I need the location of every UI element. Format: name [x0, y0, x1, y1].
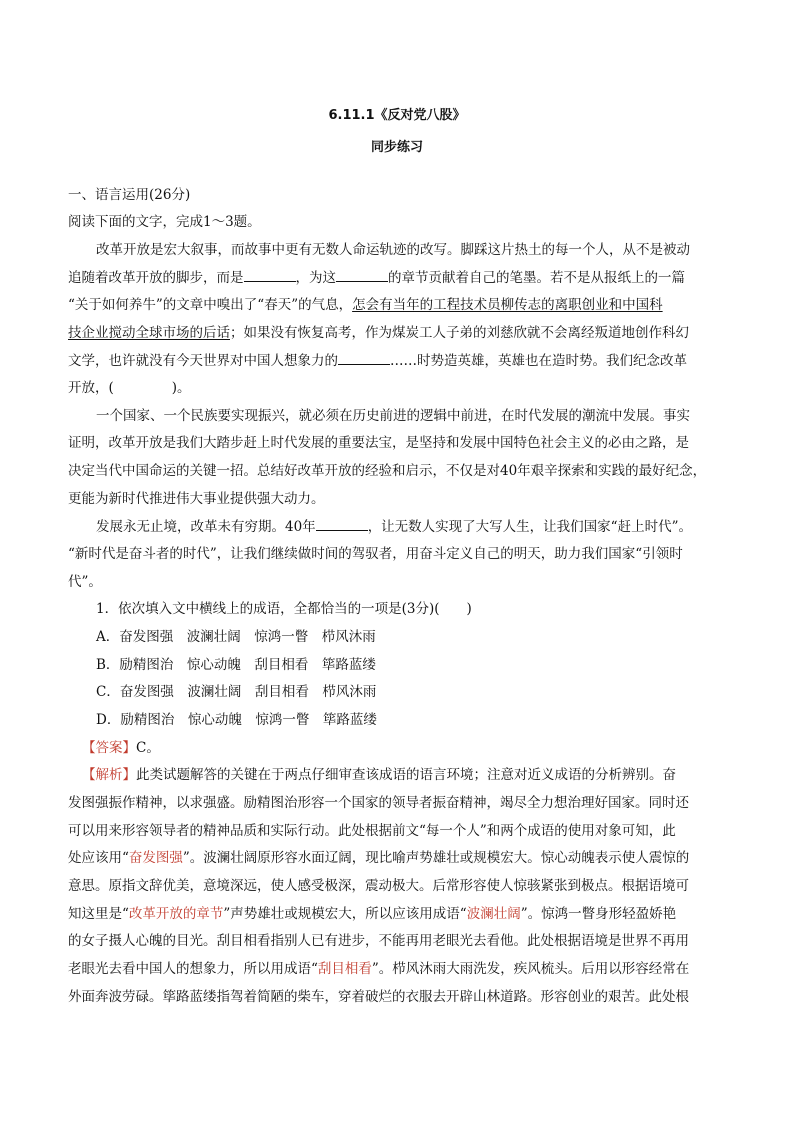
- analysis-line3: 可以用来形容领导者的精神品质和实际行动。此处根据前文“每一个人”和两个成语的使用对象可知，此: [68, 823, 676, 839]
- text-span: 的章节贡献着自己的笔墨。若不是从报纸上的一篇: [388, 270, 685, 286]
- passage-p1-line1: 改革开放是宏大叙事，而故事中更有无数人命运轨迹的改写。脚踩这片热土的每一个人，从不是被动: [96, 242, 690, 258]
- text-span: ，为这: [295, 270, 336, 286]
- passage-p3-line3: 代”。: [68, 574, 102, 590]
- text-span: ”。波澜壮阔原形容水面辽阔，现比喻声势雄壮或规模宏大。惊心动魄表示使人震惊的: [182, 850, 690, 866]
- text-span: ……时势造英雄，英雄也在造时势。我们纪念改革: [390, 353, 687, 369]
- fill-blank: [338, 351, 390, 365]
- text-span: ”。栉风沐雨大雨洗发，疾风梳头。后用以形容经常在: [371, 961, 690, 977]
- analysis-line7: 的女子摄人心魄的目光。刮目相看指别人已有进步，不能再用老眼光去看他。此处根据语境是世界不再用: [68, 933, 689, 949]
- underlined-sentence: 技企业搅动全球市场的后话: [68, 325, 230, 341]
- passage-p2-line1: 一个国家、一个民族要实现振兴，就必须在历史前进的逻辑中前进，在时代发展的潮流中发展。事实: [96, 408, 690, 424]
- highlight-term: 奋发图强: [128, 850, 183, 866]
- passage-p2-line2: 证明，改革开放是我们大踏步赶上时代发展的重要法宝，是坚持和发展中国特色社会主义的必由之路，是: [68, 435, 689, 451]
- passage-p1-line5: [68, 351, 728, 370]
- section-heading: 一、语言运用(26分): [68, 187, 191, 203]
- highlight-term: 波澜壮阔: [466, 906, 521, 922]
- highlight-term: 刮目相看: [317, 961, 372, 977]
- answer-label: 【答案】: [82, 740, 136, 756]
- passage-p1-line3: [68, 296, 728, 314]
- analysis-line5: 意思。原指文辞优美，意境深远，使人感受极深，震动极大。后常形容使人惊骇紧张到极点。根据语境可: [68, 878, 689, 894]
- highlight-term: 改革开放的章节: [128, 906, 224, 922]
- question-1-stem: 1．依次填入文中横线上的成语，全都恰当的一项是(3分)( ): [96, 601, 472, 617]
- passage-p3-line1: [96, 517, 728, 536]
- underlined-sentence: 怎会有当年的工程技术员柳传志的离职创业和中国科: [352, 297, 663, 313]
- fill-blank: [336, 268, 388, 282]
- passage-p2-line4: 更能为新时代推进伟大事业提供强大动力。: [68, 491, 325, 507]
- text-span: 发展永无止境，改革未有穷期。40年: [96, 519, 316, 535]
- text-span: )。: [171, 380, 191, 396]
- analysis-line9: 外面奔波劳碌。筚路蓝缕指驾着简陋的柴车，穿着破烂的衣服去开辟山林道路。形容创业的艰苦。此处根: [68, 989, 689, 1005]
- passage-p1-line6: [68, 379, 728, 397]
- text-span: ”。惊鸿一瞥身形轻盈娇艳: [520, 906, 677, 922]
- option-a: A．奋发图强 波澜壮阔 惊鸿一瞥 栉风沐雨: [96, 629, 376, 645]
- text-span: 文学，也许就没有今天世界对中国人想象力的: [68, 353, 338, 369]
- text-span: 此类试题解答的关键在于两点仔细审查该成语的语言环境；注意对近义成语的分析辨别。奋: [136, 767, 676, 783]
- document-subtitle: 同步练习: [370, 140, 423, 155]
- text-span: 老眼光去看中国人的想象力，所以用成语“: [68, 961, 318, 977]
- option-d: D．励精图治 惊心动魄 惊鸿一瞥 筚路蓝缕: [96, 712, 377, 728]
- text-span: 开放，(: [68, 380, 114, 396]
- passage-p2-line3: 决定当代中国命运的关键一招。总结好改革开放的经验和启示，不仅是对40年艰辛探索和实践的最好纪念，: [68, 463, 707, 479]
- passage-p1-line2: [68, 268, 728, 287]
- fill-blank: [316, 517, 368, 531]
- fill-blank: [244, 268, 296, 282]
- text-span: 追随着改革开放的脚步，而是: [68, 270, 244, 286]
- option-b: B．励精图治 惊心动魄 刮目相看 筚路蓝缕: [96, 657, 376, 673]
- passage-p1-line4: [68, 324, 728, 342]
- analysis-label: 【解析】: [82, 767, 136, 783]
- answer-value: C。: [136, 740, 160, 756]
- analysis-line4: [68, 849, 728, 867]
- analysis-line6: [68, 905, 728, 923]
- text-span: ，让无数人实现了大写人生，让我们国家“赶上时代”。: [367, 519, 692, 535]
- reading-instruction: 阅读下面的文字，完成1～3题。: [68, 214, 261, 230]
- passage-p3-line2: “新时代是奋斗者的时代”，让我们继续做时间的驾驭者，用奋斗定义自己的明天，助力我们国家“引领时: [68, 546, 683, 562]
- option-c: C．奋发图强 波澜壮阔 刮目相看 栉风沐雨: [96, 684, 377, 700]
- text-span: “关于如何养牛”的文章中嗅出了“春天”的气息，: [68, 297, 353, 313]
- text-span: ”声势雄壮或规模宏大，所以应该用成语“: [223, 906, 467, 922]
- text-span: ；如果没有恢复高考，作为煤炭工人子弟的刘慈欣就不会离经叛道地创作科幻: [230, 325, 689, 341]
- document-title: 6.11.1《反对党八股》: [328, 108, 466, 123]
- analysis-line2: 发图强振作精神，以求强盛。励精图治形容一个国家的领导者振奋精神，竭尽全力想治理好国家。同时还: [68, 795, 689, 811]
- analysis-line8: [68, 960, 728, 978]
- answer-line: [82, 739, 742, 757]
- text-span: 处应该用“: [68, 850, 129, 866]
- analysis-line1: [82, 766, 728, 784]
- text-span: 知这里是“: [68, 906, 129, 922]
